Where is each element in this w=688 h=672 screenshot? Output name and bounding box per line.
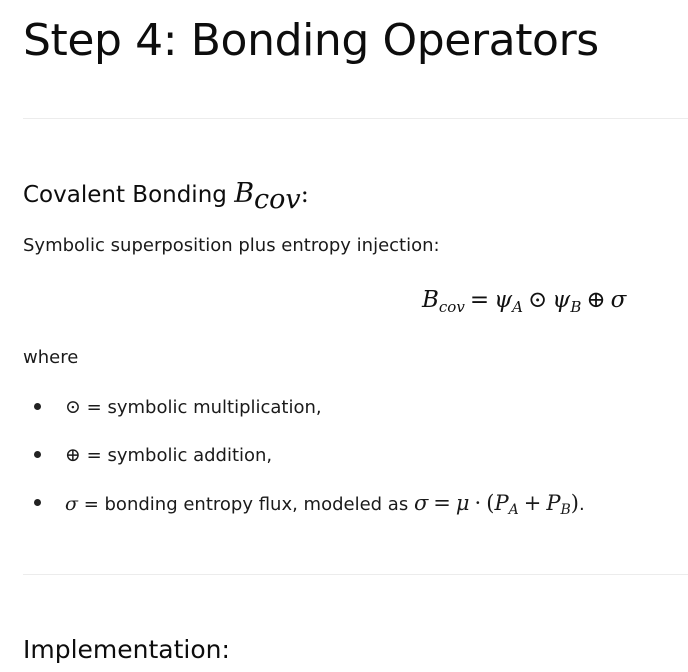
eq-lhs-subscript: cov (438, 298, 465, 316)
eq-lhs: B (422, 287, 439, 313)
formula-close-paren: ) (570, 491, 579, 515)
intro-paragraph: Symbolic superposition plus entropy injection: (23, 235, 440, 256)
oplus-symbol: ⊕ (65, 444, 81, 466)
where-label: where (23, 347, 79, 368)
definition-text: = bonding entropy flux, modeled as (77, 494, 414, 515)
section-heading-implementation: Implementation: (23, 635, 230, 664)
formula-dot: · (474, 491, 482, 515)
eq-psi-b: ψ (552, 287, 571, 313)
heading-text: Covalent Bonding (23, 182, 227, 208)
list-item (23, 488, 585, 536)
formula-mu: μ (455, 491, 470, 515)
heading-colon: : (300, 180, 309, 208)
section-divider (23, 574, 688, 575)
heading-math-subscript: cov (254, 184, 301, 215)
list-item (23, 392, 585, 440)
formula-equals: = (433, 491, 451, 515)
eq-sigma: σ (610, 287, 627, 313)
bullet-dot (34, 403, 41, 410)
bullet-dot (34, 451, 41, 458)
heading-math-symbol: B (234, 178, 255, 209)
page-title: Step 4: Bonding Operators (23, 15, 599, 66)
eq-equals: = (469, 287, 490, 313)
formula-plus: + (523, 491, 542, 515)
eq-oplus-operator: ⊕ (586, 287, 606, 313)
formula-p-b-subscript: B (560, 502, 571, 518)
sigma-symbol: σ (65, 493, 78, 515)
formula-p-a-subscript: A (508, 502, 519, 518)
display-equation (422, 283, 626, 317)
section-divider (23, 118, 688, 119)
definition-text: = symbolic addition, (80, 445, 273, 466)
formula-p-b: P (546, 491, 561, 515)
list-item (23, 440, 585, 488)
odot-symbol: ⊙ (65, 396, 81, 418)
definition-text: = symbolic multiplication, (80, 397, 322, 418)
definition-list (23, 392, 585, 536)
section-heading-covalent-bonding (23, 177, 309, 215)
eq-psi-a-subscript: A (512, 298, 523, 316)
formula-p-a: P (494, 491, 509, 515)
eq-psi-a: ψ (494, 287, 513, 313)
formula-trailing-period: . (578, 494, 585, 515)
formula-open-paren: ( (486, 491, 495, 515)
formula-sigma: σ (413, 491, 429, 515)
eq-psi-b-subscript: B (570, 298, 582, 316)
inline-formula (413, 491, 579, 518)
eq-odot-operator: ⊙ (527, 287, 548, 313)
bullet-dot (34, 499, 41, 506)
